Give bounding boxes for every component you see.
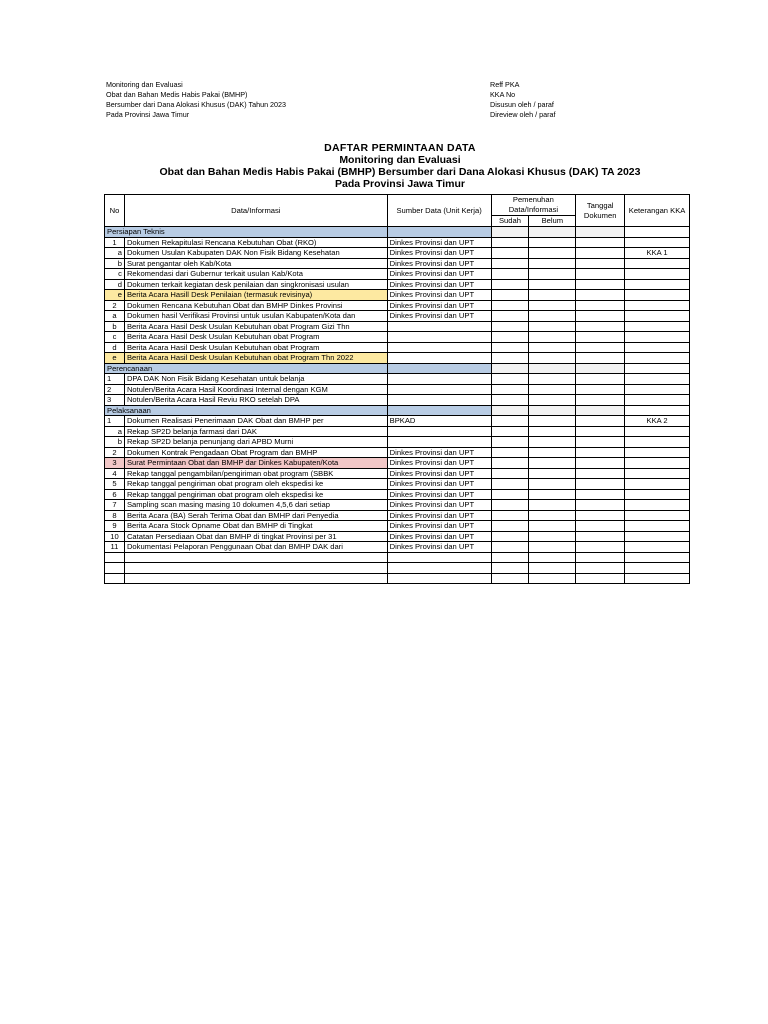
section-cell: [576, 405, 625, 416]
row-data: Dokumen Realisasi Penerimaan DAK Obat dan BMHP per: [124, 416, 387, 427]
row-belum: [529, 248, 576, 259]
row-sumber: Dinkes Provinsi dan UPT: [387, 542, 491, 553]
row-belum: [529, 500, 576, 511]
row-keterangan: [625, 321, 690, 332]
header-right-line: Direview oleh / paraf: [490, 110, 556, 119]
table-row: [105, 479, 690, 490]
row-sumber: Dinkes Provinsi dan UPT: [387, 447, 491, 458]
row-sudah: [491, 248, 529, 259]
row-tanggal: [576, 248, 625, 259]
row-number: 1: [105, 416, 125, 427]
row-sudah: [491, 458, 529, 469]
row-sumber: BPKAD: [387, 416, 491, 427]
row-tanggal: [576, 300, 625, 311]
row-sudah: [491, 321, 529, 332]
row-tanggal: [576, 321, 625, 332]
row-belum: [529, 510, 576, 521]
row-data: Surat Permintaan Obat dan BMHP dar Dinkes Kabupaten/Kota: [124, 458, 387, 469]
row-keterangan: [625, 479, 690, 490]
table-row: [105, 290, 690, 301]
section-cell: [387, 227, 491, 238]
row-keterangan: [625, 279, 690, 290]
row-data: Berita Acara Hasil Desk Usulan Kebutuhan obat Program Gizi Thn: [124, 321, 387, 332]
row-belum: [529, 342, 576, 353]
row-belum: [529, 479, 576, 490]
row-number: d: [105, 342, 125, 353]
cell: [529, 552, 576, 563]
row-sudah: [491, 500, 529, 511]
row-number: 2: [105, 300, 125, 311]
row-sudah: [491, 332, 529, 343]
row-data: Berita Acara Hasil Desk Usulan Kebutuhan obat Program: [124, 342, 387, 353]
table-row: [105, 542, 690, 553]
title-line-3: Obat dan Bahan Medis Habis Pakai (BMHP) Bersumber dari Dana Alokasi Khusus (DAK) TA 2023: [159, 166, 641, 178]
row-number: b: [105, 258, 125, 269]
row-keterangan: [625, 300, 690, 311]
row-keterangan: [625, 384, 690, 395]
row-belum: [529, 258, 576, 269]
header-right-line: KKA No: [490, 90, 516, 99]
row-tanggal: [576, 416, 625, 427]
table-row: [105, 395, 690, 406]
cell: [625, 573, 690, 584]
row-data: Rekap tanggal pengiriman obat program oleh ekspedisi ke: [124, 489, 387, 500]
header-left: [106, 80, 286, 120]
row-sudah: [491, 531, 529, 542]
row-tanggal: [576, 342, 625, 353]
row-data: Berita Acara Hasill Desk Penilaian (termasuk revisinya): [124, 290, 387, 301]
row-belum: [529, 237, 576, 248]
row-number: d: [105, 279, 125, 290]
row-belum: [529, 290, 576, 301]
section-cell: [491, 363, 529, 374]
table-row: [105, 248, 690, 259]
row-sumber: Dinkes Provinsi dan UPT: [387, 269, 491, 280]
table-row: [105, 353, 690, 364]
title-line-2: Monitoring dan Evaluasi: [339, 154, 461, 166]
data-request-table: [104, 194, 690, 584]
row-tanggal: [576, 374, 625, 385]
row-tanggal: [576, 468, 625, 479]
section-label: Pelaksanaan: [105, 405, 388, 416]
row-sumber: Dinkes Provinsi dan UPT: [387, 489, 491, 500]
row-sumber: Dinkes Provinsi dan UPT: [387, 258, 491, 269]
table-row: [105, 321, 690, 332]
row-sumber: [387, 426, 491, 437]
row-data: Dokumen hasil Verifikasi Provinsi untuk usulan Kabupaten/Kota dan: [124, 311, 387, 322]
row-keterangan: [625, 426, 690, 437]
row-sumber: Dinkes Provinsi dan UPT: [387, 279, 491, 290]
row-sudah: [491, 290, 529, 301]
row-sudah: [491, 489, 529, 500]
row-number: a: [105, 248, 125, 259]
row-sumber: [387, 395, 491, 406]
row-sudah: [491, 437, 529, 448]
row-belum: [529, 279, 576, 290]
row-number: 10: [105, 531, 125, 542]
row-data: Berita Acara (BA) Serah Terima Obat dan BMHP dari Penyedia: [124, 510, 387, 521]
row-keterangan: [625, 269, 690, 280]
row-data: Dokumen Rencana Kebutuhan Obat dan BMHP Dinkes Provinsi: [124, 300, 387, 311]
row-sumber: Dinkes Provinsi dan UPT: [387, 500, 491, 511]
row-tanggal: [576, 353, 625, 364]
row-tanggal: [576, 521, 625, 532]
table-row: [105, 279, 690, 290]
table-row: [105, 374, 690, 385]
row-belum: [529, 416, 576, 427]
section-cell: [625, 405, 690, 416]
row-keterangan: [625, 332, 690, 343]
table-row: [105, 384, 690, 395]
row-keterangan: [625, 353, 690, 364]
table-row: [105, 510, 690, 521]
row-sumber: Dinkes Provinsi dan UPT: [387, 248, 491, 259]
cell: [387, 563, 491, 574]
table-row: [105, 300, 690, 311]
row-sumber: [387, 321, 491, 332]
row-belum: [529, 531, 576, 542]
row-data: Rekap SP2D belanja penunjang dari APBD Murni: [124, 437, 387, 448]
row-number: e: [105, 353, 125, 364]
row-data: Catatan Persediaan Obat dan BMHP di tingkat Provinsi per 31: [124, 531, 387, 542]
row-keterangan: [625, 342, 690, 353]
row-data: Notulen/Berita Acara Hasil Reviu RKO setelah DPA: [124, 395, 387, 406]
table-row: [105, 437, 690, 448]
row-belum: [529, 384, 576, 395]
row-sudah: [491, 311, 529, 322]
row-keterangan: [625, 531, 690, 542]
row-belum: [529, 437, 576, 448]
row-data: Surat pengantar oleh Kab/Kota: [124, 258, 387, 269]
row-belum: [529, 269, 576, 280]
row-keterangan: [625, 258, 690, 269]
row-data: Dokumen terkait kegiatan desk penilaian dan singkronisasi usulan: [124, 279, 387, 290]
blank-row: [105, 563, 690, 574]
table-row: [105, 500, 690, 511]
row-sumber: Dinkes Provinsi dan UPT: [387, 237, 491, 248]
header-left-line: Monitoring dan Evaluasi: [106, 80, 183, 89]
header-right: [490, 80, 556, 120]
row-keterangan: [625, 395, 690, 406]
row-number: b: [105, 321, 125, 332]
row-sudah: [491, 542, 529, 553]
row-tanggal: [576, 437, 625, 448]
row-keterangan: [625, 500, 690, 511]
document-title: [100, 142, 700, 190]
row-belum: [529, 447, 576, 458]
row-tanggal: [576, 531, 625, 542]
row-belum: [529, 426, 576, 437]
row-data: Dokumen Rekapitulasi Rencana Kebutuhan Obat (RKO): [124, 237, 387, 248]
row-keterangan: [625, 542, 690, 553]
row-number: b: [105, 437, 125, 448]
section-cell: [529, 363, 576, 374]
row-data: Berita Acara Stock Opname Obat dan BMHP di Tingkat: [124, 521, 387, 532]
row-sumber: Dinkes Provinsi dan UPT: [387, 479, 491, 490]
row-tanggal: [576, 290, 625, 301]
row-number: a: [105, 311, 125, 322]
col-header-sudah: Sudah: [491, 216, 529, 227]
row-keterangan: KKA 1: [625, 248, 690, 259]
row-keterangan: [625, 237, 690, 248]
row-sudah: [491, 395, 529, 406]
row-sudah: [491, 426, 529, 437]
row-sumber: Dinkes Provinsi dan UPT: [387, 531, 491, 542]
row-belum: [529, 374, 576, 385]
row-keterangan: [625, 521, 690, 532]
row-keterangan: KKA 2: [625, 416, 690, 427]
row-number: 2: [105, 447, 125, 458]
row-data: Rekap SP2D belanja farmasi dari DAK: [124, 426, 387, 437]
row-tanggal: [576, 479, 625, 490]
section-cell: [529, 227, 576, 238]
row-sudah: [491, 269, 529, 280]
row-number: e: [105, 290, 125, 301]
header-right-line: Disusun oleh / paraf: [490, 100, 554, 109]
section-cell: [625, 227, 690, 238]
table-row: [105, 468, 690, 479]
row-belum: [529, 395, 576, 406]
cell: [387, 573, 491, 584]
col-header-no: No: [105, 195, 125, 227]
row-number: 6: [105, 489, 125, 500]
section-row: [105, 227, 690, 238]
row-tanggal: [576, 269, 625, 280]
row-sudah: [491, 384, 529, 395]
row-tanggal: [576, 258, 625, 269]
row-sumber: [387, 437, 491, 448]
row-tanggal: [576, 542, 625, 553]
row-number: 1: [105, 237, 125, 248]
blank-row: [105, 552, 690, 563]
row-keterangan: [625, 447, 690, 458]
table-row: [105, 521, 690, 532]
row-sudah: [491, 237, 529, 248]
row-number: 9: [105, 521, 125, 532]
row-sumber: [387, 342, 491, 353]
row-data: Rekomendasi dari Gubernur terkait usulan Kab/Kota: [124, 269, 387, 280]
title-line-4: Pada Provinsi Jawa Timur: [335, 178, 465, 190]
section-label: Perencanaan: [105, 363, 388, 374]
table-row: [105, 311, 690, 322]
table-row: [105, 258, 690, 269]
row-sudah: [491, 468, 529, 479]
cell: [491, 552, 529, 563]
cell: [124, 573, 387, 584]
title-line-1: DAFTAR PERMINTAAN DATA: [324, 142, 476, 154]
row-belum: [529, 332, 576, 343]
col-header-tanggal: Tanggal Dokumen: [576, 195, 625, 227]
row-belum: [529, 300, 576, 311]
row-keterangan: [625, 468, 690, 479]
cell: [105, 573, 125, 584]
row-belum: [529, 521, 576, 532]
row-number: 2: [105, 384, 125, 395]
section-row: [105, 405, 690, 416]
row-data: Berita Acara Hasil Desk Usulan Kebutuhan obat Program Thn 2022: [124, 353, 387, 364]
col-header-pemenuhan: Pemenuhan Data/Informasi: [491, 195, 576, 216]
row-number: 1: [105, 374, 125, 385]
cell: [576, 563, 625, 574]
table-row: [105, 269, 690, 280]
row-number: 7: [105, 500, 125, 511]
row-data: Dokumen Usulan Kabupaten DAK Non Fisik Bidang Kesehatan: [124, 248, 387, 259]
row-sudah: [491, 279, 529, 290]
row-keterangan: [625, 311, 690, 322]
table-row: [105, 531, 690, 542]
row-sudah: [491, 521, 529, 532]
header-left-line: Obat dan Bahan Medis Habis Pakai (BMHP): [106, 90, 248, 99]
row-belum: [529, 353, 576, 364]
cell: [529, 563, 576, 574]
row-number: 3: [105, 458, 125, 469]
section-cell: [387, 405, 491, 416]
row-sumber: Dinkes Provinsi dan UPT: [387, 468, 491, 479]
row-belum: [529, 489, 576, 500]
row-sumber: [387, 332, 491, 343]
row-keterangan: [625, 437, 690, 448]
row-data: Rekap tanggal pengiriman obat program oleh ekspedisi ke: [124, 479, 387, 490]
cell: [491, 573, 529, 584]
table-row: [105, 416, 690, 427]
row-tanggal: [576, 489, 625, 500]
blank-row: [105, 573, 690, 584]
row-tanggal: [576, 500, 625, 511]
row-sudah: [491, 258, 529, 269]
row-number: 8: [105, 510, 125, 521]
row-tanggal: [576, 279, 625, 290]
row-sudah: [491, 416, 529, 427]
header-left-line: Pada Provinsi Jawa Timur: [106, 110, 190, 119]
row-data: Sampling scan masing masing 10 dokumen 4,5,6 dari setiap: [124, 500, 387, 511]
cell: [529, 573, 576, 584]
row-tanggal: [576, 447, 625, 458]
section-cell: [625, 363, 690, 374]
row-sumber: Dinkes Provinsi dan UPT: [387, 458, 491, 469]
row-tanggal: [576, 426, 625, 437]
row-sudah: [491, 300, 529, 311]
cell: [105, 563, 125, 574]
table-row: [105, 426, 690, 437]
row-keterangan: [625, 489, 690, 500]
row-keterangan: [625, 458, 690, 469]
row-data: Berita Acara Hasil Desk Usulan Kebutuhan obat Program: [124, 332, 387, 343]
row-number: c: [105, 269, 125, 280]
row-belum: [529, 321, 576, 332]
row-tanggal: [576, 332, 625, 343]
cell: [576, 573, 625, 584]
section-cell: [576, 227, 625, 238]
section-label: Persiapan Teknis: [105, 227, 388, 238]
col-header-sumber: Sumber Data (Unit Kerja): [387, 195, 491, 227]
row-belum: [529, 468, 576, 479]
row-tanggal: [576, 510, 625, 521]
row-sumber: [387, 384, 491, 395]
row-tanggal: [576, 384, 625, 395]
header-left-line: Bersumber dari Dana Alokasi Khusus (DAK) Tahun 2023: [106, 100, 287, 109]
col-header-keterangan: Keterangan KKA: [625, 195, 690, 227]
row-sudah: [491, 510, 529, 521]
row-belum: [529, 311, 576, 322]
section-cell: [529, 405, 576, 416]
row-number: 11: [105, 542, 125, 553]
table-row: [105, 447, 690, 458]
row-data: DPA DAK Non Fisik Bidang Kesehatan untuk belanja: [124, 374, 387, 385]
cell: [387, 552, 491, 563]
cell: [576, 552, 625, 563]
row-sumber: Dinkes Provinsi dan UPT: [387, 510, 491, 521]
row-belum: [529, 458, 576, 469]
row-tanggal: [576, 237, 625, 248]
section-cell: [491, 227, 529, 238]
cell: [124, 552, 387, 563]
col-header-belum: Belum: [529, 216, 576, 227]
table-row: [105, 489, 690, 500]
row-keterangan: [625, 374, 690, 385]
row-keterangan: [625, 290, 690, 301]
row-tanggal: [576, 395, 625, 406]
row-sumber: Dinkes Provinsi dan UPT: [387, 300, 491, 311]
row-tanggal: [576, 311, 625, 322]
table-row: [105, 342, 690, 353]
row-number: c: [105, 332, 125, 343]
col-header-data: Data/Informasi: [124, 195, 387, 227]
row-number: a: [105, 426, 125, 437]
row-sumber: Dinkes Provinsi dan UPT: [387, 290, 491, 301]
row-sudah: [491, 374, 529, 385]
row-belum: [529, 542, 576, 553]
row-sudah: [491, 479, 529, 490]
row-sumber: Dinkes Provinsi dan UPT: [387, 521, 491, 532]
cell: [625, 552, 690, 563]
table-row: [105, 332, 690, 343]
data-request-table-wrapper: [104, 194, 690, 594]
section-cell: [491, 405, 529, 416]
header-right-line: Reff PKA: [490, 80, 520, 89]
row-data: Notulen/Berita Acara Hasil Koordinasi Internal dengan KGM: [124, 384, 387, 395]
row-tanggal: [576, 458, 625, 469]
row-sumber: [387, 374, 491, 385]
table-row: [105, 458, 690, 469]
row-data: Dokumen Kontrak Pengadaan Obat Program dan BMHP: [124, 447, 387, 458]
section-cell: [576, 363, 625, 374]
section-row: [105, 363, 690, 374]
cell: [491, 563, 529, 574]
row-sumber: [387, 353, 491, 364]
row-sudah: [491, 353, 529, 364]
cell: [625, 563, 690, 574]
row-sudah: [491, 342, 529, 353]
row-number: 4: [105, 468, 125, 479]
row-sumber: Dinkes Provinsi dan UPT: [387, 311, 491, 322]
row-number: 5: [105, 479, 125, 490]
section-cell: [387, 363, 491, 374]
cell: [105, 552, 125, 563]
cell: [124, 563, 387, 574]
row-data: Dokumentasi Pelaporan Penggunaan Obat dan BMHP DAK dari: [124, 542, 387, 553]
row-sudah: [491, 447, 529, 458]
table-row: [105, 237, 690, 248]
row-data: Rekap tanggal pengambilan/pengiriman obat program (SBBK: [124, 468, 387, 479]
row-number: 3: [105, 395, 125, 406]
row-keterangan: [625, 510, 690, 521]
